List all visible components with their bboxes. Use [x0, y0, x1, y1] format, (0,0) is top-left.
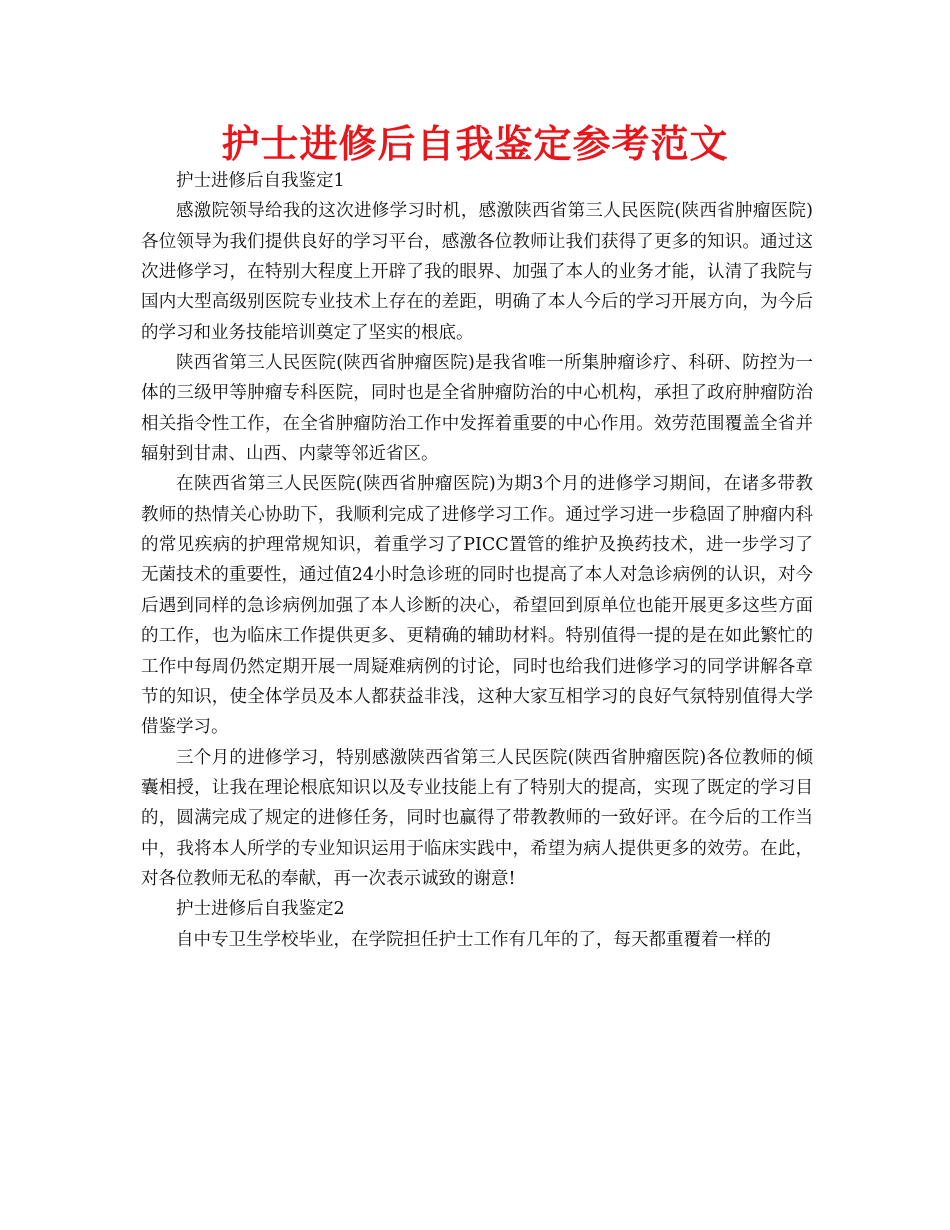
body-paragraph: 在陕西省第三人民医院(陕西省肿瘤医院)为期3个月的进修学习期间，在诸多带教教师的热情关心协助下，我顺利完成了进修学习工作。通过学习进一步稳固了肿瘤内科的常见疾病的护理常规知识，着重学习了PICC置管的维护及换药技术，进一步学习了无菌技术的重要性，通过值24小时急诊班的同时也提高了本人对急诊病例的认识，对今后遇到同样的急诊病例加强了本人诊断的决心，希望回到原单位也能开展更多这些方面的工作，也为临床工作提供更多、更精确的辅助材料。特别值得一提的是在如此繁忙的工作中每周仍然定期开展一周疑难病例的讨论，同时也给我们进修学习的同学讲解各章节的知识，使全体学员及本人都获益非浅，这种大家互相学习的良好气氛特别值得大学借鉴学习。	[141, 474, 813, 738]
body-paragraph: 自中专卫生学校毕业，在学院担任护士工作有几年的了，每天都重覆着一样的	[176, 929, 771, 950]
document-title: 护士进修后自我鉴定参考范文	[221, 122, 729, 166]
document-body	[141, 166, 813, 955]
section-heading-1: 护士进修后自我鉴定1	[176, 171, 345, 191]
section-heading-2: 护士进修后自我鉴定2	[176, 899, 345, 920]
body-paragraph: 感激院领导给我的这次进修学习时机，感激陕西省第三人民医院(陕西省肿瘤医院)各位领导为我们提供良好的学习平台，感激各位教师让我们获得了更多的知识。通过这次进修学习，在特别大程度上开辟了我的眼界、加强了本人的业务才能，认清了我院与国内大型高级别医院专业技术上存在的差距，明确了本人今后的学习开展方向，为今后的学习和业务技能培训奠定了坚实的根底。	[141, 201, 813, 343]
body-paragraph: 三个月的进修学习，特别感激陕西省第三人民医院(陕西省肿瘤医院)各位教师的倾囊相授，让我在理论根底知识以及专业技能上有了特别大的提高，实现了既定的学习目的，圆满完成了规定的进修任务，同时也赢得了带教教师的一致好评。在今后的工作当中，我将本人所学的专业知识运用于临床实践中，希望为病人提供更多的效劳。在此，对各位教师无私的奉献，再一次表示诚致的谢意!	[141, 747, 813, 889]
body-paragraph: 陕西省第三人民医院(陕西省肿瘤医院)是我省唯一所集肿瘤诊疗、科研、防控为一体的三级甲等肿瘤专科医院，同时也是全省肿瘤防治的中心机构，承担了政府肿瘤防治相关指令性工作，在全省肿瘤防治工作中发挥着重要的中心作用。效劳范围覆盖全省并辐射到甘肃、山西、内蒙等邻近省区。	[141, 353, 813, 465]
